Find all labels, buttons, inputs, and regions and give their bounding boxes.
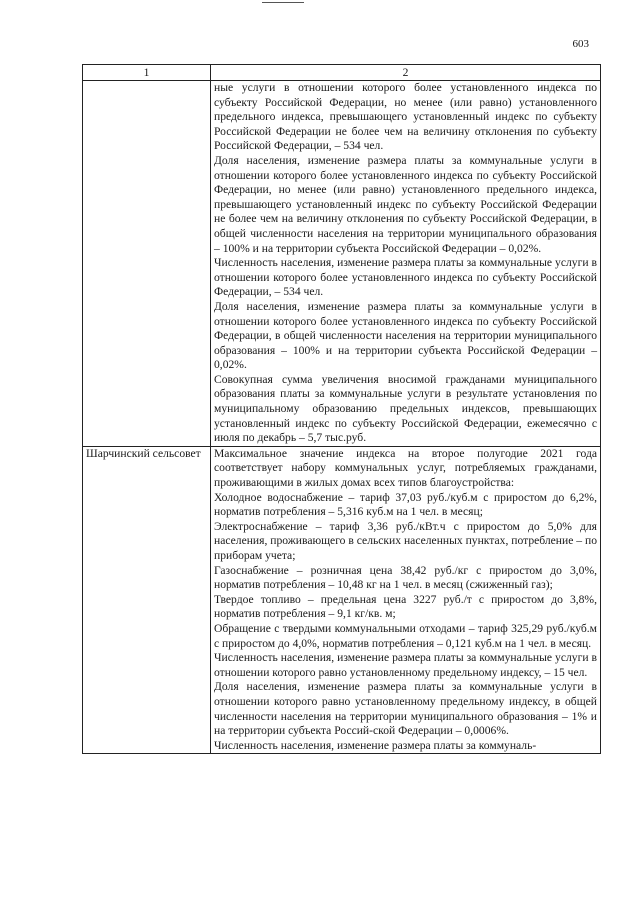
text-paragraph: Доля населения, изменение размера платы за коммунальные услуги в отношении которого равно установленному предельному индексу, в общей численности населения на территории муниципального образования – 1% и на территории субъекта Россий-ской Федерации – 0,0006%. (214, 680, 597, 738)
text-paragraph: Газоснабжение – розничная цена 38,42 руб./кг с приростом до 3,0%, норматив потребления – 10,48 кг на 1 чел. в месяц (сжиженный газ); (214, 563, 597, 592)
municipality-cell (83, 81, 211, 447)
text-paragraph: Максимальное значение индекса на второе полугодие 2021 года соответствует набору коммунальных услуг, потребляемых гражданами, проживающими в жилых домах всех типов благоустройства: (214, 446, 597, 490)
header-column-1: 1 (83, 65, 211, 81)
description-cell (211, 446, 601, 753)
page-number: 603 (572, 38, 589, 50)
text-paragraph: Твердое топливо – предельная цена 3227 руб./т с приростом до 3,8%, норматив потребления – 9,1 кг/кв. м; (214, 592, 597, 621)
text-paragraph: Совокупная сумма увеличения вносимой гражданами муниципального образования платы за коммунальные услуги в результате установления по муниципальному образованию предельных индексов, превышающих установленный индекс по субъекту Российской Федерации, ежемесячно с июля по декабрь – 5,7 тыс.руб. (214, 372, 597, 445)
description-cell (211, 81, 601, 447)
municipality-cell: Шарчинский сельсовет (83, 446, 211, 753)
table-row (83, 81, 601, 447)
document-table (82, 64, 601, 754)
text-paragraph: Доля населения, изменение размера платы за коммунальные услуги в отношении которого более установленного индекса по субъекту Российской Федерации, в общей численности населения на территории муниципального образования – 100% и на территории субъекта Российской Федерации – 0,02%. (214, 299, 597, 372)
text-paragraph: Обращение с твердыми коммунальными отходами – тариф 325,29 руб./куб.м с приростом до 4,0%, норматив потребления – 0,121 куб.м на 1 чел. в месяц. (214, 621, 597, 650)
top-edge-mark (262, 2, 304, 3)
header-column-2: 2 (211, 65, 601, 81)
text-paragraph: Холодное водоснабжение – тариф 37,03 руб./куб.м с приростом до 6,2%, норматив потребления – 5,316 куб.м на 1 чел. в месяц; (214, 490, 597, 519)
table-header-row (83, 65, 601, 81)
text-paragraph: Численность населения, изменение размера платы за коммуналь- (214, 738, 537, 752)
table-row (83, 446, 601, 753)
text-paragraph: Численность населения, изменение размера платы за коммунальные услуги в отношении которого равно установленному предельному индексу, – 15 чел. (214, 651, 597, 679)
text-paragraph: ные услуги в отношении которого более установленного индекса по субъекту Российской Федерации, но менее (или равно) установленного предельного индекса, превышающего установленный индекс по субъекту Российской Федерации не более чем на величину отклонения по субъекту Российской Федерации, – 534 чел. (214, 81, 597, 153)
text-paragraph: Электроснабжение – тариф 3,36 руб./кВт.ч с приростом до 5,0% для населения, проживающего в сельских населенных пунктах, потребление – по приборам учета; (214, 519, 597, 562)
text-paragraph: Численность населения, изменение размера платы за коммунальные услуги в отношении которого более установленного индекса по субъекту Российской Федерации, – 534 чел. (214, 256, 597, 299)
text-paragraph: Доля населения, изменение размера платы за коммунальные услуги в отношении которого более установленного индекса по субъекту Российской Федерации, но менее (или равно) установленного предельного индекса, превышающего установленный индекс по субъекту Российской Федерации не более чем на величину отклонения по субъекту Российской Федерации, в общей численности населения на территории муниципального образования – 100% и на территории субъекта Российской Федерации – 0,02%. (214, 153, 597, 255)
